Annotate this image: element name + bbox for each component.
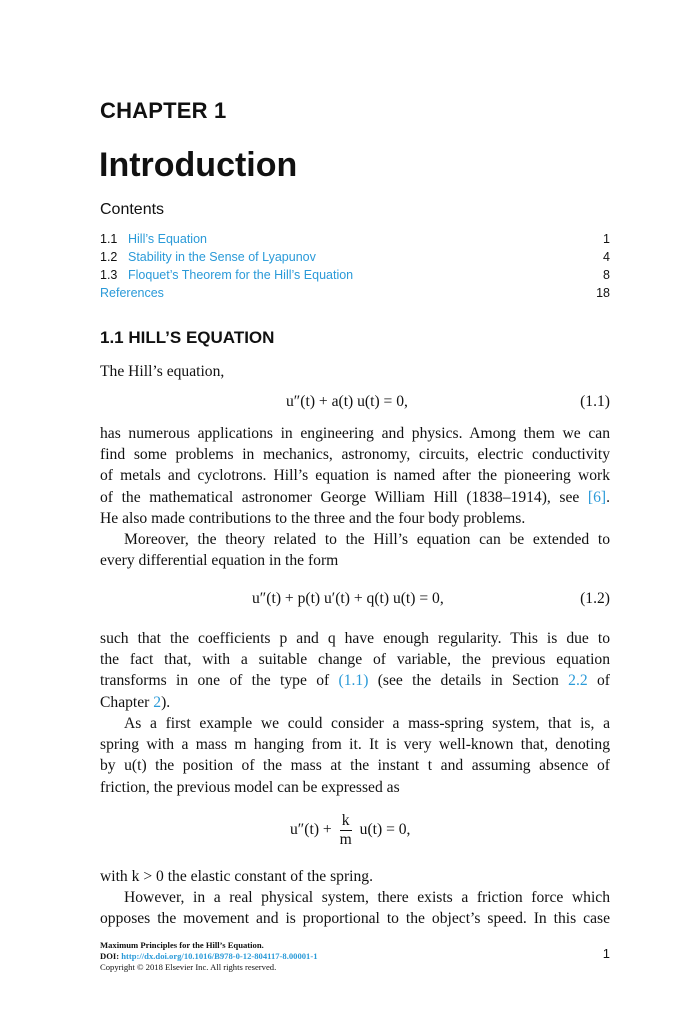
equation-body: u″(t) + $\frac{k}{m}$ u(t) = 0,: [290, 812, 411, 848]
chapter-title: Introduction: [99, 146, 298, 184]
paragraph-6: However, in a real physical system, there exists a friction force which opposes the movement and is proportional to the object’s speed. In this case: [100, 889, 610, 928]
section-ref-link[interactable]: 2.2: [568, 672, 588, 690]
footer-book-title: Maximum Principles for the Hill’s Equation.: [100, 940, 264, 950]
paragraph-3: such that the coefficients p and q have enough regularity. This is due to the fact that, with a suitable change of variable, the previous equation transforms in one of the type of (1.1) (see the details in Section 2.2 of Chapter 2).: [100, 628, 610, 713]
paragraph-1: has numerous applications in engineering and physics. Among them we can find some problems in mechanics, astronomy, circuits, electric conductivity of metals and cyclotrons. Hill’s equation is named after the pioneering work of the mathematical astronomer George William Hill (1838–1914), see [6]. He also made contributions to the three and the four body problems.: [100, 425, 610, 527]
toc-item-2[interactable]: [100, 250, 610, 268]
fraction: $\frac{k}{m}$: [339, 812, 352, 848]
toc-link-references[interactable]: References: [100, 286, 164, 300]
paragraph-5: with k > 0 the elastic constant of the spring.: [100, 868, 373, 885]
toc-item-references[interactable]: [100, 286, 610, 304]
footer-doi: DOI: http://dx.doi.org/10.1016/B978-0-12-804117-8.00001-1: [100, 951, 318, 961]
toc-link-stability[interactable]: Stability in the Sense of Lyapunov: [128, 250, 316, 264]
equation-body: u″(t) + a(t) u(t) = 0,: [286, 393, 408, 410]
section-heading: 1.1 HILL’S EQUATION: [100, 328, 275, 347]
toc-number: 1.3: [100, 268, 118, 282]
equation-number: (1.1): [580, 393, 610, 410]
toc-link-floquet[interactable]: Floquet’s Theorem for the Hill’s Equation: [128, 268, 354, 282]
contents-heading: Contents: [100, 201, 165, 218]
toc-number: 1.2: [100, 250, 118, 264]
chapter-ref-link[interactable]: 2: [153, 693, 162, 711]
paragraph-3-line-3: transforms in one of the type of (1.1) (see the details in Section 2.2 of: [100, 672, 610, 690]
citation-link-6[interactable]: [6]: [587, 488, 607, 506]
footer-copyright: Copyright © 2018 Elsevier Inc. All rights reserved.: [100, 962, 277, 972]
intro-text: The Hill’s equation,: [100, 363, 225, 380]
page-footer: [100, 940, 610, 973]
equation-body: u″(t) + p(t) u′(t) + q(t) u(t) = 0,: [252, 590, 444, 607]
page-number: 1: [602, 946, 610, 961]
chapter-label: CHAPTER 1: [100, 98, 227, 123]
toc-page: 18: [596, 286, 610, 300]
toc-page: 4: [603, 250, 610, 264]
paragraph-1-line-4: of the mathematical astronomer George William Hill (1838–1914), see [6].: [100, 488, 610, 506]
toc-page: 1: [603, 232, 610, 246]
doi-link[interactable]: http://dx.doi.org/10.1016/B978-0-12-804117-8.00001-1: [121, 951, 318, 961]
toc-item-1[interactable]: [100, 232, 610, 250]
equation-mass-spring: [100, 812, 610, 856]
toc-number: 1.1: [100, 232, 118, 246]
paragraph-3-line-4: Chapter 2).: [100, 693, 171, 711]
toc-link-hills-equation[interactable]: Hill’s Equation: [128, 232, 207, 246]
equation-1-1: [100, 393, 610, 417]
toc-item-3[interactable]: [100, 268, 610, 286]
equation-ref-link[interactable]: (1.1): [338, 672, 369, 690]
equation-1-2: [100, 590, 610, 614]
equation-number: (1.2): [580, 590, 610, 607]
toc-page: 8: [603, 268, 610, 282]
paragraph-4: As a first example we could consider a mass-spring system, that is, a spring with a mass m hanging from it. It is very well-known that, denoting by u(t) the position of the mass at the instant t and assuming absence of friction, the previous model can be expressed as: [100, 715, 610, 796]
paragraph-2: Moreover, the theory related to the Hill’s equation can be extended to every differential equation in the form: [100, 531, 610, 570]
